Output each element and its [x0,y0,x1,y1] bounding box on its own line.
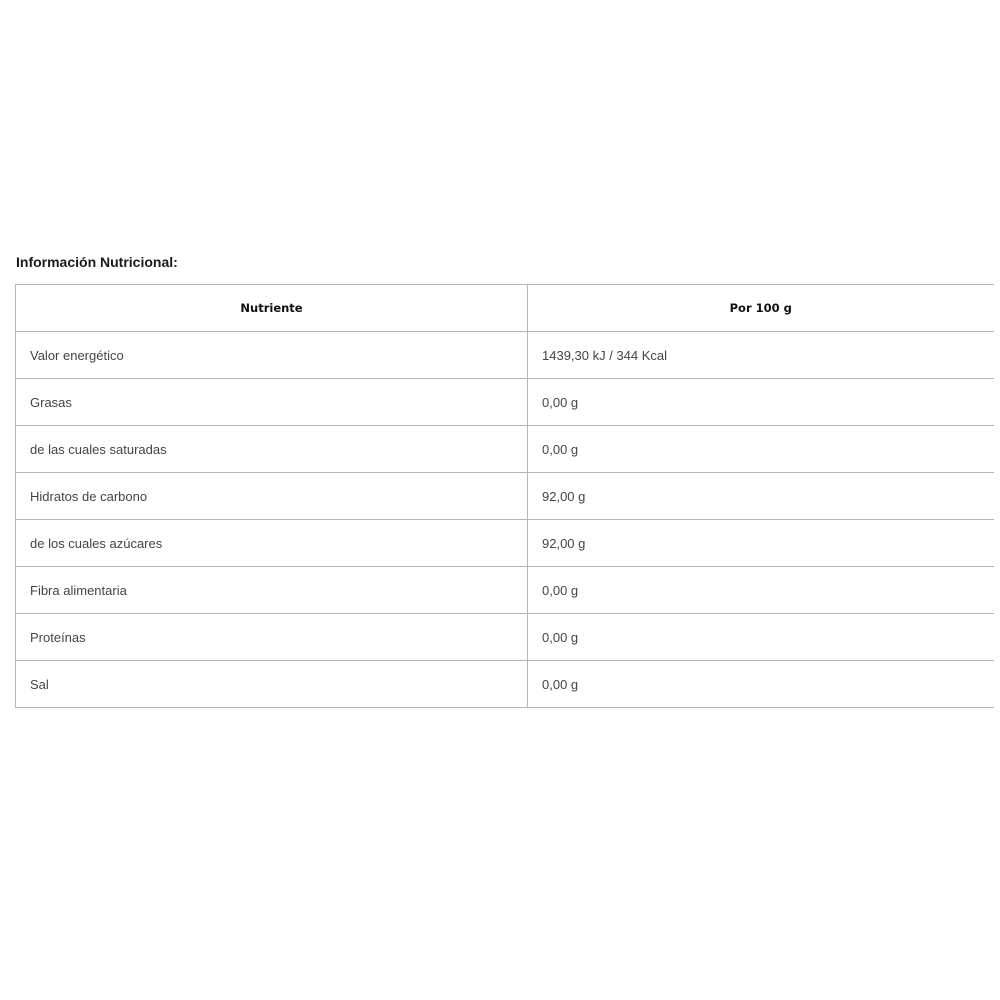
table-row [16,614,994,661]
nutrient-value: 92,00 g [528,473,994,520]
nutrient-value: 0,00 g [528,614,994,661]
table-row [16,520,994,567]
table-header-row [16,285,994,332]
table-row [16,426,994,473]
page-title: Información Nutricional: [16,254,178,270]
nutrient-value: 0,00 g [528,379,994,426]
nutrient-name: Valor energético [16,332,528,379]
table-row [16,661,994,708]
nutrient-name: Hidratos de carbono [16,473,528,520]
nutrient-value: 0,00 g [528,661,994,708]
nutrient-value: 0,00 g [528,567,994,614]
nutrient-name: Grasas [16,379,528,426]
column-header-nutrient: Nutriente [16,285,528,332]
nutrient-value: 1439,30 kJ / 344 Kcal [528,332,994,379]
table-row [16,332,994,379]
table-row [16,379,994,426]
table-row [16,473,994,520]
nutrient-name: Proteínas [16,614,528,661]
nutrient-value: 0,00 g [528,426,994,473]
nutrient-name: de los cuales azúcares [16,520,528,567]
nutrient-name: de las cuales saturadas [16,426,528,473]
table-row [16,567,994,614]
nutrition-table [15,284,994,708]
nutrient-name: Sal [16,661,528,708]
nutrient-name: Fibra alimentaria [16,567,528,614]
nutrient-value: 92,00 g [528,520,994,567]
column-header-per-100g: Por 100 g [528,285,994,332]
